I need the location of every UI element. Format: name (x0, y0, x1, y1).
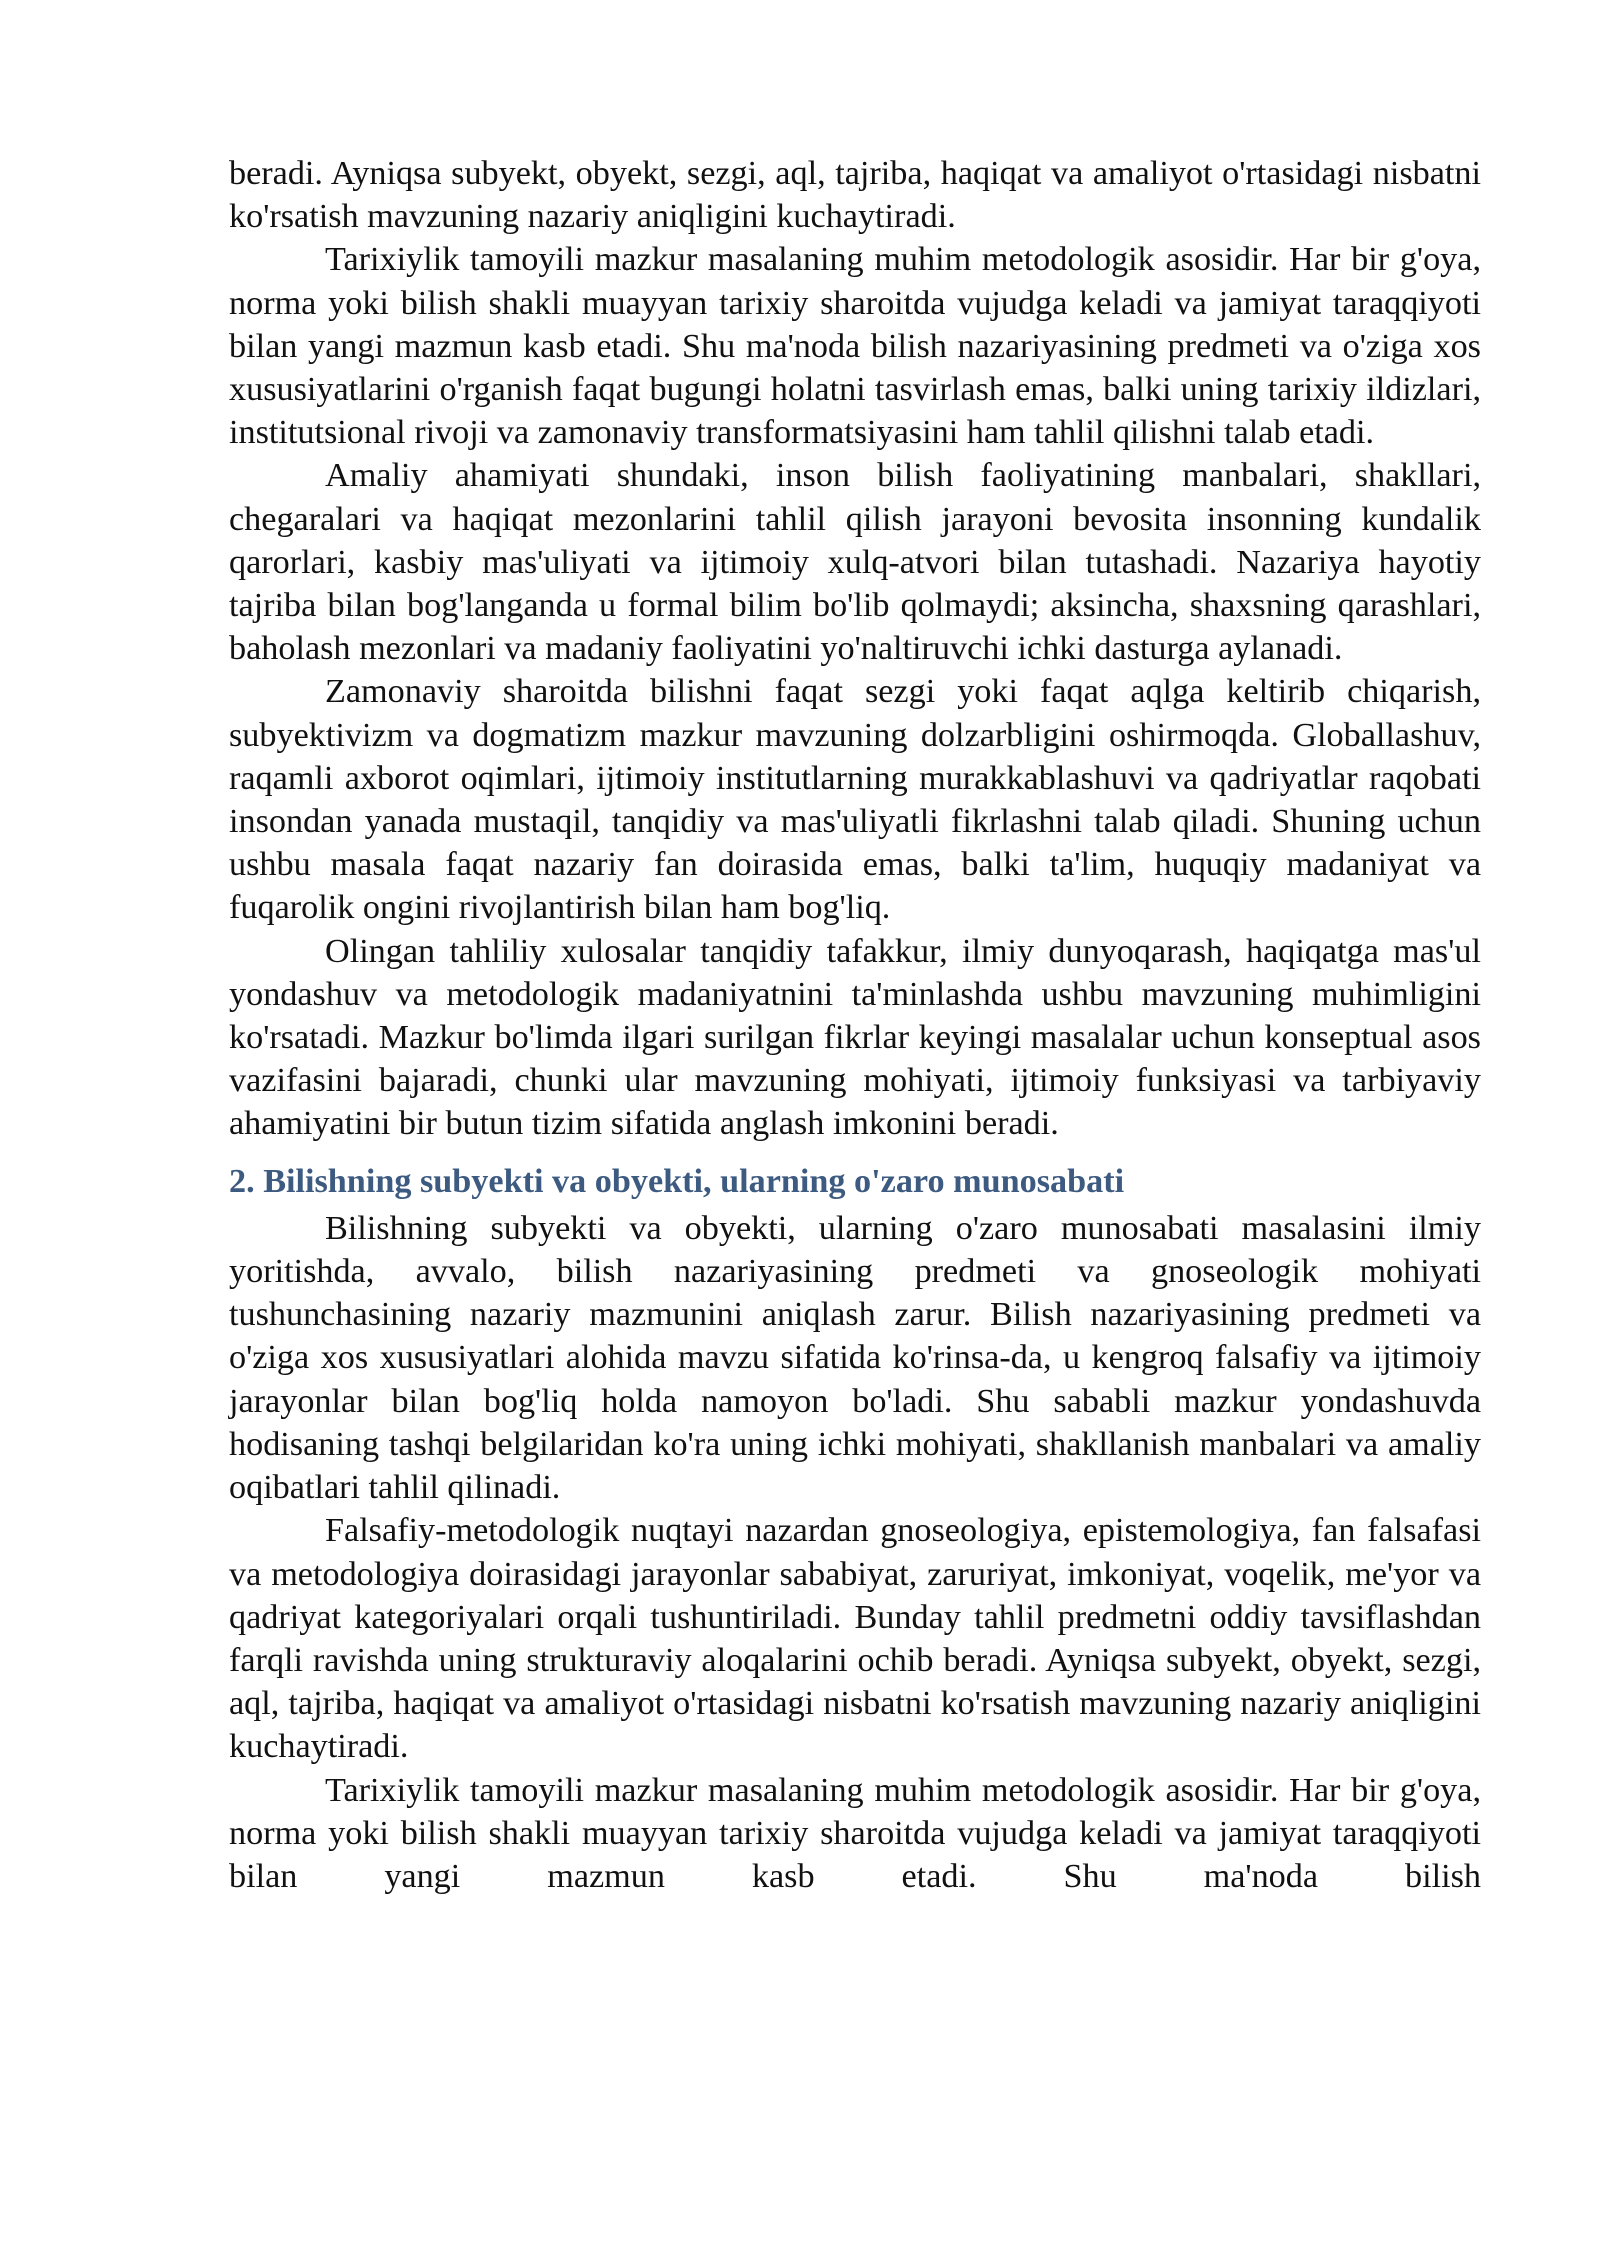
paragraph-historicity: Tarixiylik tamoyili mazkur masalaning muhim metodologik asosidir. Har bir g'oya, norma yoki bilish shakli muayyan tarixiy sharoitda vujudga keladi va jamiyat taraqqiyoti bilan yangi mazmun kasb etadi. Shu ma'noda bilish nazariyasining predmeti va o'ziga xos xususiyatlarini o'rganish faqat bugungi holatni tasvirlash emas, balki uning tarixiy ildizlari, institutsional rivoji va zamonaviy transformatsiyasini ham tahlil qilishni talab etadi. (229, 241, 1481, 452)
paragraph-historicity-repeat: Tarixiylik tamoyili mazkur masalaning muhim metodologik asosidir. Har bir g'oya, norma yoki bilish shakli muayyan tarixiy sharoitda vujudga keladi va jamiyat taraqqiyoti bilan yangi mazmun kasb etadi. Shu ma'noda bilish (229, 1771, 1481, 1895)
paragraph-methodology: Falsafiy-metodologik nuqtayi nazardan gnoseologiya, epistemologiya, fan falsafasi va metodologiya doirasidagi jarayonlar sababiyat, zaruriyat, imkoniyat, voqelik, me'yor va qadriyat kategoriyalari orqali tushuntiriladi. Bunday tahlil predmetni oddiy tavsiflashdan farqli ravishda uning strukturaviy aloqalarini ochib beradi. Ayniqsa subyekt, obyekt, sezgi, aql, tajriba, haqiqat va amaliyot o'rtasidagi nisbatni ko'rsatish mavzuning nazariy aniqligini kuchaytiradi. (229, 1512, 1481, 1766)
paragraph-continued: beradi. Ayniqsa subyekt, obyekt, sezgi, aql, tajriba, haqiqat va amaliyot o'rtasidagi nisbatni ko'rsatish mavzuning nazariy aniqligini kuchaytiradi. (229, 155, 1481, 236)
document-page (229, 152, 1481, 1898)
paragraph-conclusions: Olingan tahliliy xulosalar tanqidiy tafakkur, ilmiy dunyoqarash, haqiqatga mas'ul yondashuv va metodologik madaniyatnini ta'minlashda ushbu mavzuning muhimligini ko'rsatadi. Mazkur bo'limda ilgari surilgan fikrlar keyingi masalalar uchun konseptual asos vazifasini bajaradi, chunki ular mavzuning mohiyati, ijtimoiy funksiyasi va tarbiyaviy ahamiyatini bir butun tizim sifatida anglash imkonini beradi. (229, 932, 1481, 1143)
section-heading: 2. Bilishning subyekti va obyekti, ularning o'zaro munosabati (229, 1162, 1125, 1200)
paragraph-section-intro: Bilishning subyekti va obyekti, ularning o'zaro munosabati masalasini ilmiy yoritishda, avvalo, bilish nazariyasining predmeti va gnoseologik mohiyati tushunchasining nazariy mazmunini aniqlash zarur. Bilish nazariyasining predmeti va o'ziga xos xususiyatlari alohida mavzu sifatida ko'rinsa-da, u kengroq falsafiy va ijtimoiy jarayonlar bilan bog'liq holda namoyon bo'ladi. Shu sababli mazkur yondashuvda hodisaning tashqi belgilaridan ko'ra uning ichki mohiyati, shakllanish manbalari va amaliy oqibatlari tahlil qilinadi. (229, 1209, 1481, 1507)
paragraph-modern-conditions: Zamonaviy sharoitda bilishni faqat sezgi yoki faqat aqlga keltirib chiqarish, subyektivizm va dogmatizm mazkur mavzuning dolzarbligini oshirmoqda. Globallashuv, raqamli axborot oqimlari, ijtimoiy institutlarning murakkablashuvi va qadriyatlar raqobati insondan yanada mustaqil, tanqidiy va mas'uliyatli fikrlashni talab qiladi. Shuning uchun ushbu masala faqat nazariy fan doirasida emas, balki ta'lim, huquqiy madaniyat va fuqarolik ongini rivojlantirish bilan ham bog'liq. (229, 673, 1481, 927)
paragraph-practical-significance: Amaliy ahamiyati shundaki, inson bilish faoliyatining manbalari, shakllari, chegaralari va haqiqat mezonlarini tahlil qilish jarayoni bevosita insonning kundalik qarorlari, kasbiy mas'uliyati va ijtimoiy xulq-atvori bilan tutashadi. Nazariya hayotiy tajriba bilan bog'langanda u formal bilim bo'lib qolmaydi; aksincha, shaxsning qarashlari, baholash mezonlari va madaniy faoliyatini yo'naltiruvchi ichki dasturga aylanadi. (229, 457, 1481, 668)
